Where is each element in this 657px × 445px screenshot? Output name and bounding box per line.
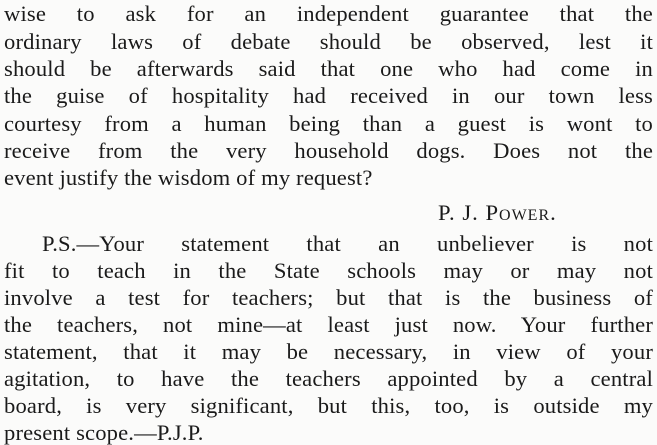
letter-line: wise to ask for an independent guarantee that the (4, 1, 653, 26)
postscript-line: board, is very significant, but this, too, is outside my (4, 393, 653, 418)
postscript-line-first: P.S.—Your statement that an unbeliever is not (42, 231, 653, 256)
postscript-line-last: present scope.—P.J.P. (4, 420, 204, 445)
letter-line-last: event justify the wisdom of my request? (4, 165, 373, 190)
letter-line: the guise of hospitality had received in our town less (4, 83, 653, 108)
signature (438, 201, 557, 225)
postscript-line: statement, that it may be necessary, in view of your (4, 339, 653, 364)
signature-surname: Power. (485, 200, 557, 225)
letter-line: receive from the very household dogs. Does not the (4, 138, 653, 163)
postscript-line: fit to teach in the State schools may or may not (4, 258, 653, 283)
letter-line: ordinary laws of debate should be observed, lest it (4, 29, 653, 54)
postscript-line: the teachers, not mine—at least just now. Your further (4, 312, 653, 337)
letter-line: should be afterwards said that one who had come in (4, 56, 653, 81)
postscript-line: agitation, to have the teachers appointed by a central (4, 366, 653, 391)
letter-line: courtesy from a human being than a guest is wont to (4, 111, 653, 136)
signature-initials: P. J. (438, 200, 486, 225)
postscript-line: involve a test for teachers; but that is the business of (4, 285, 653, 310)
